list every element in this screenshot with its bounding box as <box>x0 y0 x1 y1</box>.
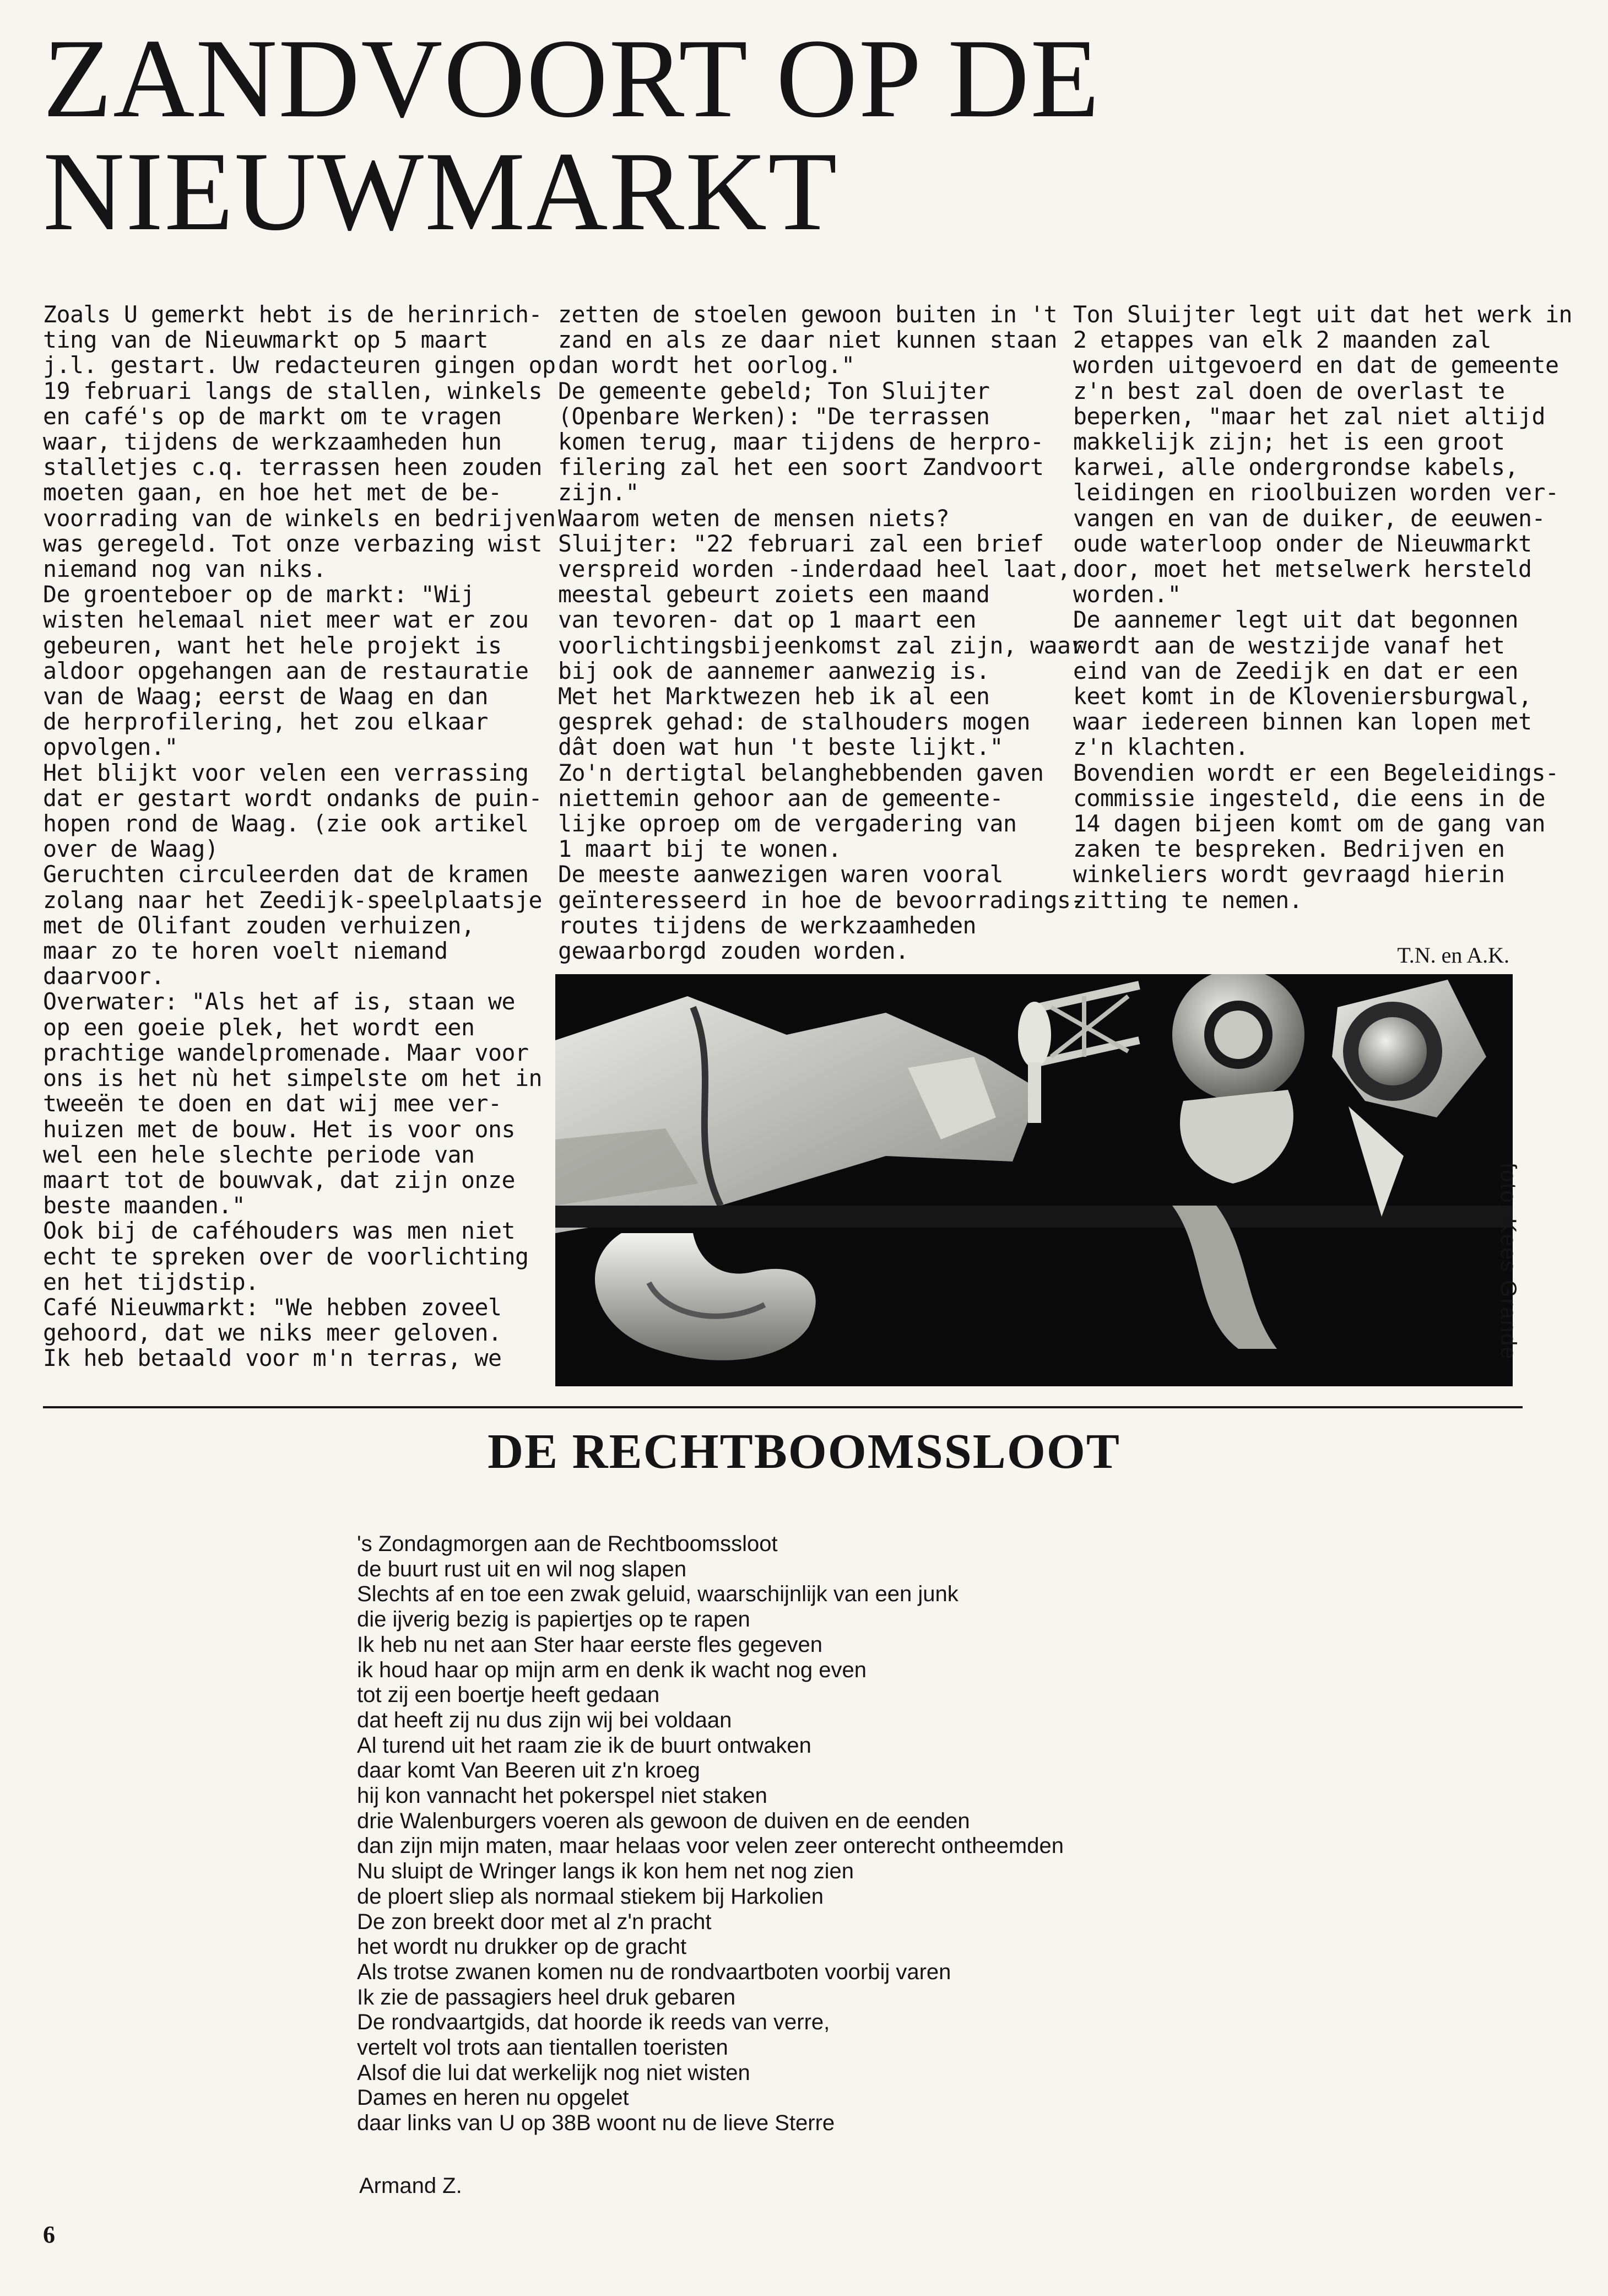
poem-author: Armand Z. <box>359 2174 462 2198</box>
poem-title: DE RECHTBOOMSSLOOT <box>488 1424 1120 1479</box>
article-signature: T.N. en A.K. <box>1397 943 1509 968</box>
sculpture-photo-illustration <box>555 974 1513 1386</box>
article-column-1: Zoals U gemerkt hebt is de herinrich- ting van de Nieuwmarkt op 5 maart j.l. gestart. Uw redacteuren gingen op 19 februari langs de stallen, winkels en café's op de markt om te vragen waar, tijdens de werkzaamheden hun stalletjes c.q. terrassen heen zouden moeten gaan, en hoe het met de be- voorrading van de winkels en bedrijven was geregeld. Tot onze verbazing wist niemand nog van niks. De groenteboer op de markt: "Wij wisten helemaal niet meer wat er zou gebeuren, want het hele projekt is aldoor opgehangen aan de restauratie van de Waag; eerst de Waag en dan de herprofilering, het zou elkaar opvolgen." Het blijkt voor velen een verrassing dat er gestart wordt ondanks de puin- hopen rond de Waag. (zie ook artikel over de Waag) Geruchten circuleerden dat de kramen zolang naar het Zeedijk-speelplaatsje met de Olifant zouden verhuizen, maar zo te horen voelt niemand daarvoor. Overwater: "Als het af is, staan we op een goeie plek, het wordt een prachtige wandelpromenade. Maar voor ons is het nù het simpelste om het in tweeën te doen en dat wij mee ver- huizen met de bouw. Het is voor ons wel een hele slechte periode van maart tot de bouwvak, dat zijn onze beste maanden." Ook bij de caféhouders was men niet echt te spreken over de voorlichting en het tijdstip. Café Nieuwmarkt: "We hebben zoveel gehoord, dat we niks meer geloven. Ik heb betaald voor m'n terras, we <box>43 301 556 1372</box>
article-title-line-1: ZANDVOORT OP DE <box>43 16 1101 141</box>
poem-text: 's Zondagmorgen aan de Rechtboomssloot de buurt rust uit en wil nog slapen Slechts af en toe een zwak geluid, waarschijnlijk van een junk die ijverig bezig is papiertjes op te rapen Ik heb nu net aan Ster haar eerste fles gegeven ik houd haar op mijn arm en denk ik wacht nog even tot zij een boertje heeft gedaan dat heeft zij nu dus zijn wij bei voldaan Al turend uit het raam zie ik de buurt ontwaken daar komt Van Beeren uit z'n kroeg hij kon vannacht het pokerspel niet staken drie Walenburgers voeren als gewoon de duiven en de eenden dan zijn mijn maten, maar helaas voor velen zeer onterecht ontheemden Nu sluipt de Wringer langs ik kon hem net nog zien de ploert sliep als normaal stiekem bij Harkolien De zon breekt door met al z'n pracht het wordt nu drukker op de gracht Als trotse zwanen komen nu de rondvaartboten voorbij varen Ik zie de passagiers heel druk gebaren De rondvaartgids, dat hoorde ik reeds van verre, vertelt vol trots aan tientallen toeristen Alsof die lui dat werkelijk nog niet wisten Dames en heren nu opgelet daar links van U op 38B woont nu de lieve Sterre <box>357 1532 1064 2136</box>
sculpture-photo <box>555 974 1513 1386</box>
article-title <box>43 16 1145 254</box>
photo-credit: foto: Kees Grande <box>1496 1163 1520 1360</box>
section-divider <box>43 1406 1523 1408</box>
article-column-3: Ton Sluijter legt uit dat het werk in 2 etappes van elk 2 maanden zal worden uitgevoerd en dat de gemeente z'n best zal doen de overlast te beperken, "maar het zal niet altijd makkelijk zijn; het is een groot karwei, alle ondergrondse kabels, leidingen en rioolbuizen worden ver- vangen en van de duiker, de eeuwen- oude waterloop onder de Nieuwmarkt door, moet het metselwerk hersteld worden." De aannemer legt uit dat begonnen wordt aan de westzijde vanaf het eind van de Zeedijk en dat er een keet komt in de Kloveniersburgwal, waar iedereen binnen kan lopen met z'n klachten. Bovendien wordt er een Begeleidings- commissie ingesteld, die eens in de 14 dagen bijeen komt om de gang van zaken te bespreken. Bedrijven en winkeliers wordt gevraagd hierin zitting te nemen. <box>1073 301 1572 914</box>
article-title-line-2: NIEUWMARKT <box>43 129 838 254</box>
article-column-2: zetten de stoelen gewoon buiten in 't zand en als ze daar niet kunnen staan dan wordt het oorlog." De gemeente gebeld; Ton Sluijter (Openbare Werken): "De terrassen komen terug, maar tijdens de herpro- filering zal het een soort Zandvoort zijn." Waarom weten de mensen niets? Sluijter: "22 februari zal een brief verspreid worden -inderdaad heel laat, meestal gebeurt zoiets een maand van tevoren- dat op 1 maart een voorlichtingsbijeenkomst zal zijn, waar- bij ook de aannemer aanwezig is. Met het Marktwezen heb ik al een gesprek gehad: de stalhouders mogen dât doen wat hun 't beste lijkt." Zo'n dertigtal belanghebbenden gaven niettemin gehoor aan de gemeente- lijke oproep om de vergadering van 1 maart bij te wonen. De meeste aanwezigen waren vooral geïnteresseerd in hoe de bevoorradings- routes tijdens de werkzaamheden gewaarborgd zouden worden. <box>558 301 1098 965</box>
page-number: 6 <box>43 2221 55 2248</box>
